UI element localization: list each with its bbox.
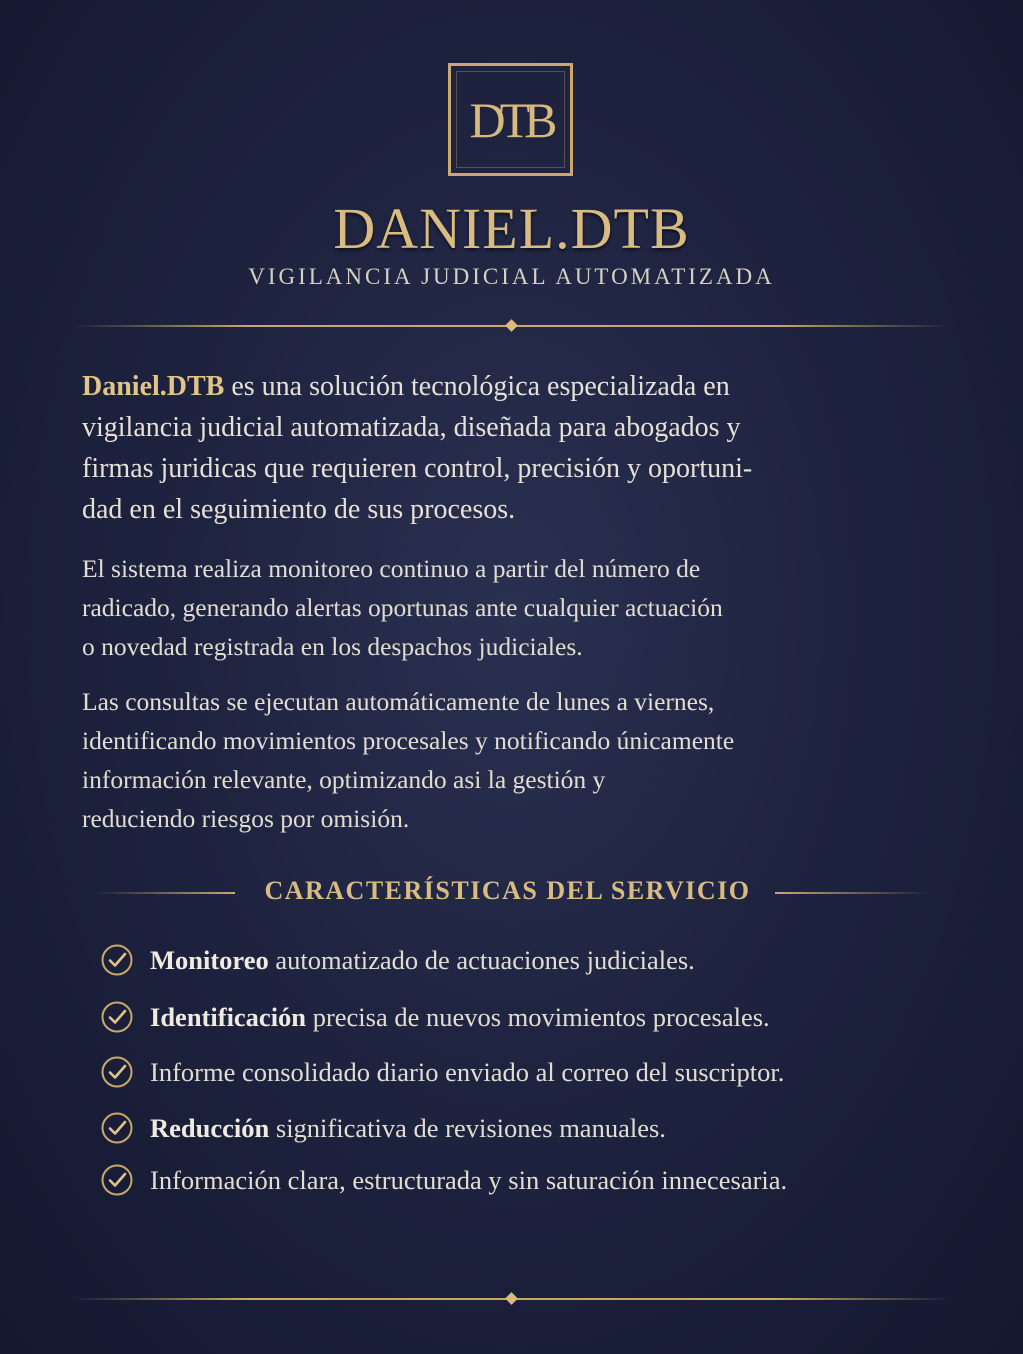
intro-line: vigilancia judicial automatizada, diseñada para abogados y xyxy=(82,412,741,443)
schedule-paragraph xyxy=(82,682,942,838)
feature-bold: Reducción xyxy=(150,1112,270,1143)
paragraph-line: o novedad registrada en los despachos judiciales. xyxy=(82,632,583,661)
monitoring-paragraph xyxy=(82,549,942,666)
feature-item xyxy=(100,1108,940,1148)
check-circle-icon xyxy=(100,1163,134,1197)
feature-rest: precisa de nuevos movimientos procesales. xyxy=(306,1001,770,1032)
check-circle-icon xyxy=(100,1111,134,1145)
brand-tagline: VIGILANCIA JUDICIAL AUTOMATIZADA xyxy=(248,264,775,289)
feature-text xyxy=(150,1113,666,1144)
divider-diamond-icon xyxy=(505,319,518,332)
feature-item xyxy=(100,1160,940,1200)
intro-line: firmas juridicas que requieren control, precisión y oportuni- xyxy=(82,453,753,484)
paragraph-line: radicado, generando alertas oportunas ante cualquier actuación xyxy=(82,593,723,622)
check-circle-icon xyxy=(100,1000,134,1034)
feature-text xyxy=(150,1057,784,1088)
paragraph-line: identificando movimientos procesales y notificando únicamente xyxy=(82,726,735,755)
intro-line: es una solución tecnológica especializada en xyxy=(224,371,730,402)
dtb-monogram-logo: DTB xyxy=(469,91,552,148)
feature-text xyxy=(150,1002,770,1033)
paragraph-line: El sistema realiza monitoreo continuo a partir del número de xyxy=(82,554,701,583)
brand-logo xyxy=(448,63,573,176)
divider-diamond-icon xyxy=(505,1292,518,1305)
paragraph-line: información relevante, optimizando asi la gestión y xyxy=(82,765,606,794)
heading-line-left xyxy=(95,892,235,894)
feature-rest: Información clara, estructurada y sin saturación innecesaria. xyxy=(150,1164,788,1195)
feature-rest: Informe consolidado diario enviado al correo del suscriptor. xyxy=(150,1056,785,1087)
feature-rest: automatizado de actuaciones judiciales. xyxy=(268,944,695,975)
top-divider xyxy=(72,325,951,327)
feature-text xyxy=(150,1165,787,1196)
intro-highlight: Daniel.DTB xyxy=(82,371,225,402)
features-title: CARACTERÍSTICAS DEL SERVICIO xyxy=(264,876,751,905)
check-circle-icon xyxy=(100,943,134,977)
bottom-divider xyxy=(72,1298,951,1300)
features-heading xyxy=(95,873,930,913)
paragraph-line: Las consultas se ejecutan automáticamente de lunes a viernes, xyxy=(82,687,715,716)
intro-paragraph xyxy=(82,366,942,530)
feature-item xyxy=(100,940,940,980)
feature-rest: significativa de revisiones manuales. xyxy=(269,1112,666,1143)
feature-text xyxy=(150,945,695,976)
paragraph-line: reduciendo riesgos por omisión. xyxy=(82,804,410,833)
check-circle-icon xyxy=(100,1055,134,1089)
feature-item xyxy=(100,997,940,1037)
feature-bold: Identificación xyxy=(150,1001,307,1032)
intro-line: dad en el seguimiento de sus procesos. xyxy=(82,494,516,525)
feature-item xyxy=(100,1052,940,1092)
feature-bold: Monitoreo xyxy=(150,944,269,975)
heading-line-right xyxy=(775,892,930,894)
brand-name: DANIEL.DTB xyxy=(333,196,690,261)
